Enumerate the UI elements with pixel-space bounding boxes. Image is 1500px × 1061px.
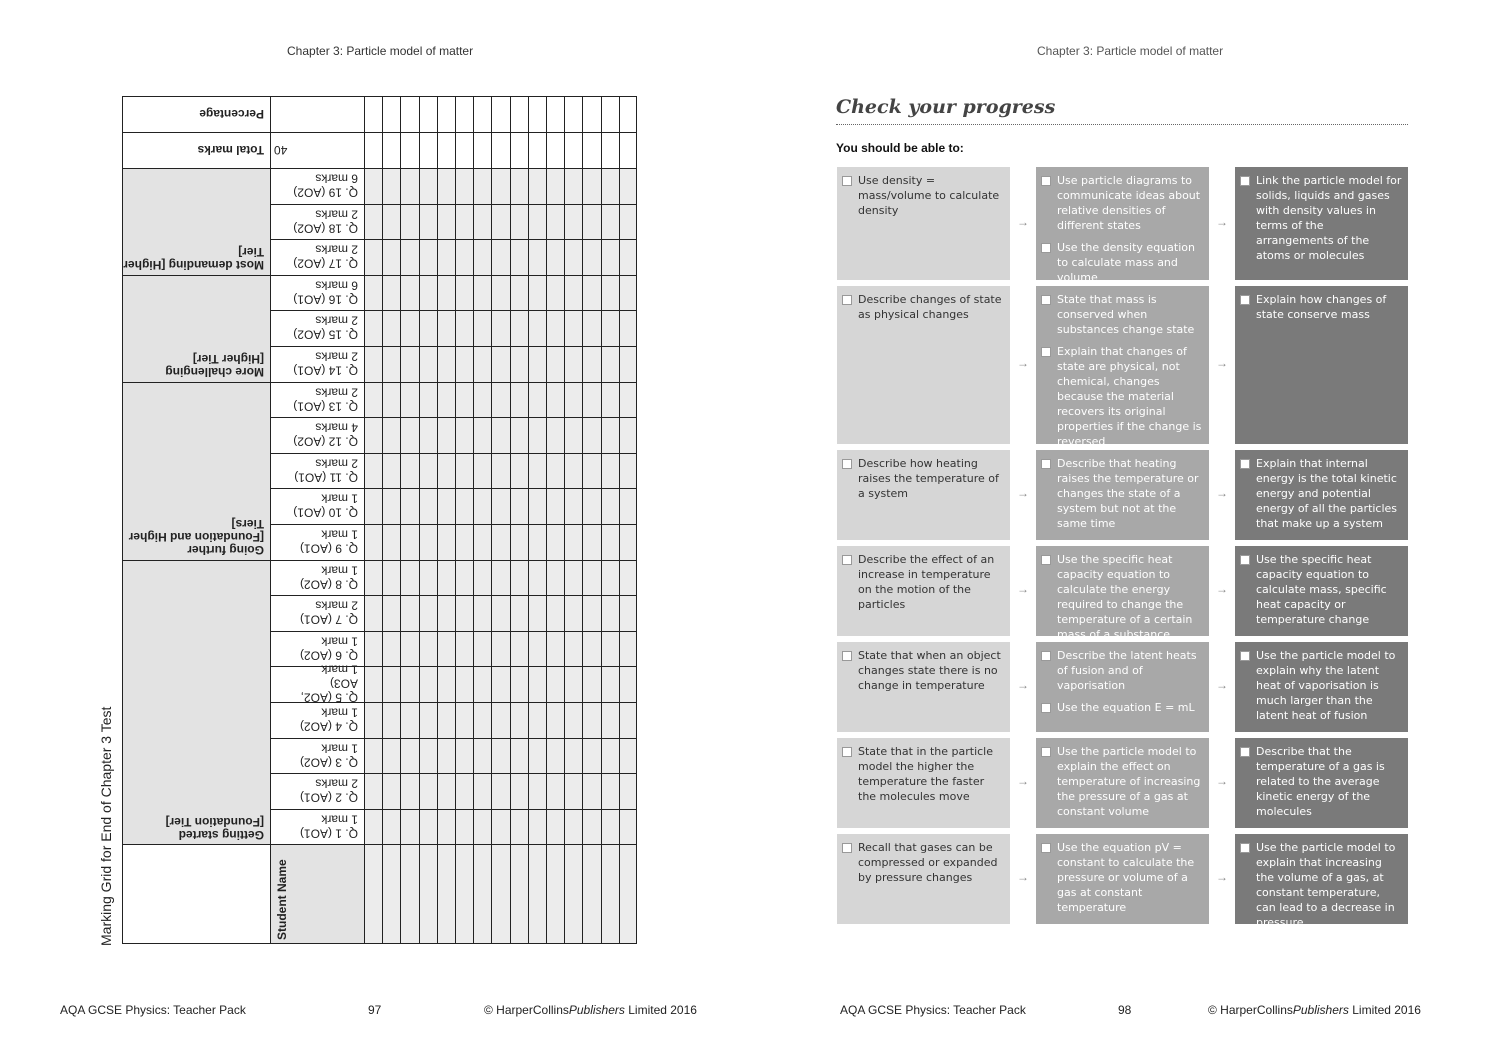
checkbox[interactable] [1240,555,1250,565]
question-marks: 6 marks [315,278,358,293]
question-label: Q. 6 (AO2) [299,648,358,663]
progress-box-c3 [1235,546,1408,636]
question-marks: 1 mark [321,663,358,678]
checkbox[interactable] [1240,843,1250,853]
progress-box-c3 [1235,450,1408,540]
question-header [270,453,364,489]
question-label: Q. 17 (AO2) [293,256,358,271]
question-label: Q. 4 (AO2) [299,719,358,734]
right-page-header: Chapter 3: Particle model of matter [1037,44,1224,58]
grid-line [455,96,456,944]
question-label: Q. 9 (AO1) [299,541,358,556]
progress-item [1240,292,1403,322]
progress-item-text: Link the particle model for solids, liquids and gases with density values in terms of the arrangements of the atoms or molecules [1256,174,1402,262]
progress-item [1240,456,1403,531]
question-header [270,663,364,706]
question-label: Q. 5 (AO2, AO3) [300,677,358,706]
checkbox[interactable] [1041,747,1051,757]
question-label: Q. 10 (AO1) [293,506,358,521]
question-label: Q. 11 (AO1) [294,470,358,485]
grid-line [437,96,438,944]
progress-box-c3 [1235,167,1408,280]
progress-box-c1 [837,834,1010,924]
section-label: Getting started [Foundation Tier] [165,814,264,842]
progress-item-text: Explain how changes of state conserve mass [1256,293,1387,321]
progress-item [1240,840,1403,930]
question-marks: 2 marks [315,242,358,257]
question-marks: 2 marks [315,598,358,613]
question-marks: 1 mark [321,705,358,720]
progress-item [1041,744,1204,819]
arrow-right-icon: → [1017,356,1029,370]
checkbox[interactable] [842,843,852,853]
progress-item [1240,173,1403,263]
title-divider [836,124,1408,125]
progress-item [842,456,1005,501]
section-label: Going further [Foundation and Higher Tiers] [128,516,264,557]
question-label: Q. 1 (AO1) [299,826,358,841]
question-header [270,204,364,240]
progress-item-text: Describe the latent heats of fusion and of vaporisation [1057,649,1197,692]
question-label: Q. 3 (AO2) [299,755,358,770]
question-header [270,809,364,845]
arrow-right-icon: → [1017,870,1029,884]
arrow-right-icon: → [1216,356,1228,370]
grid-line [546,96,547,944]
total-marks-label: Total marks [197,143,264,157]
progress-box-c1 [837,642,1010,732]
question-marks: 1 mark [321,634,358,649]
arrow-right-icon: → [1017,582,1029,596]
question-marks: 1 mark [321,492,358,507]
question-label: Q. 7 (AO1) [299,612,358,627]
progress-item-text: Use the particle model to explain the effect on temperature of increasing the pressure of a gas at constant volume [1057,745,1201,818]
marking-grid-title: Marking Grid for End of Chapter 3 Test [98,706,114,946]
left-page-header: Chapter 3: Particle model of matter [287,44,474,58]
grid-line [564,96,565,944]
grid-line [419,96,420,944]
progress-item [1041,700,1204,715]
question-header [270,560,364,596]
grid-line [528,96,529,944]
question-header [270,382,364,418]
question-header [270,275,364,311]
progress-box-c1 [837,167,1010,280]
progress-item [1041,173,1204,233]
grid-line [510,96,511,944]
question-header [270,168,364,204]
progress-item [842,173,1005,218]
progress-item [842,648,1005,693]
progress-item [1240,744,1403,819]
progress-box-c1 [837,286,1010,444]
checkbox[interactable] [1240,747,1250,757]
question-label: Q. 18 (AO2) [293,221,358,236]
question-marks: 2 marks [315,776,358,791]
progress-item [1041,552,1204,642]
progress-item [1041,292,1204,337]
progress-box-c2 [1036,167,1209,284]
question-header [270,346,364,382]
checkbox[interactable] [1041,703,1051,713]
progress-item-text: Recall that gases can be compressed or expanded by pressure changes [858,841,998,884]
checkbox[interactable] [842,651,852,661]
arrow-right-icon: → [1017,678,1029,692]
checkbox[interactable] [1240,295,1250,305]
checkbox[interactable] [1240,176,1250,186]
progress-item-text: Use the density equation to calculate mass and volume [1057,241,1195,284]
checkbox[interactable] [1240,459,1250,469]
question-header [270,595,364,631]
grid-line [582,96,583,944]
progress-box-c3 [1235,642,1408,732]
question-header [270,631,364,667]
grid-line [491,96,492,944]
grid-line [364,96,365,944]
question-marks: 2 marks [315,385,358,400]
question-marks: 2 marks [315,314,358,329]
progress-item-text: State that when an object changes state there is no change in temperature [858,649,1001,692]
arrow-right-icon: → [1216,774,1228,788]
question-marks: 1 mark [321,527,358,542]
question-header [270,239,364,275]
question-label: Q. 12 (AO2) [293,434,358,449]
progress-box-c3 [1235,738,1408,828]
right-footer-title: AQA GCSE Physics: Teacher Pack [840,1003,1026,1017]
section-label: More challenging [Higher Tier] [165,351,264,379]
arrow-right-icon: → [1216,870,1228,884]
progress-item-text: Explain that internal energy is the total kinetic energy and potential energy of all the particles that make up a system [1256,457,1398,530]
checkbox[interactable] [842,459,852,469]
checkbox[interactable] [842,747,852,757]
checkbox[interactable] [1041,843,1051,853]
right-copyright: © HarperCollinsPublishers Limited 2016 [1208,1003,1421,1017]
progress-item-text: Describe how heating raises the temperature of a system [858,457,999,500]
progress-item [842,840,1005,885]
progress-item [1240,648,1403,723]
arrow-right-icon: → [1017,214,1029,229]
progress-item [1041,456,1204,531]
progress-item [1041,840,1204,915]
question-label: Q. 15 (AO2) [293,328,358,343]
progress-item-text: Use particle diagrams to communicate ideas about relative densities of different states [1057,174,1201,232]
question-label: Q. 2 (AO1) [299,790,358,805]
progress-item-text: Use the specific heat capacity equation to calculate mass, specific heat capacity or temperature change [1256,553,1387,626]
progress-item-text: Use the equation pV = constant to calculate the pressure or volume of a gas at constant temperature [1057,841,1195,914]
question-marks: 2 marks [315,207,358,222]
checkbox[interactable] [1041,347,1051,357]
progress-item-text: Use the specific heat capacity equation to calculate the energy required to change the temperature of a certain mass of a substance [1057,553,1193,641]
section-label: Most demanding [Higher Tier] [123,244,264,272]
progress-item [1041,240,1204,285]
checkbox[interactable] [1041,243,1051,253]
grid-line [382,96,383,944]
progress-item-text: Describe the effect of an increase in temperature on the motion of the particles [858,553,995,611]
question-label: Q. 16 (AO1) [293,292,358,307]
checkbox[interactable] [1240,651,1250,661]
progress-box-c2 [1036,450,1209,540]
checkbox[interactable] [1041,651,1051,661]
progress-item-text: Use density = mass/volume to calculate density [858,174,1000,217]
arrow-right-icon: → [1216,678,1228,692]
question-marks: 4 marks [315,420,358,435]
page-subtitle: You should be able to: [836,141,964,155]
question-header [270,702,364,738]
checkbox[interactable] [1041,459,1051,469]
question-marks: 6 marks [315,171,358,186]
progress-box-c2 [1036,286,1209,448]
question-header [270,524,364,560]
progress-box-c1 [837,450,1010,540]
progress-item-text: State that in the particle model the higher the temperature the faster the molecules move [858,745,994,803]
checkbox[interactable] [842,176,852,186]
question-label: Q. 8 (AO2) [299,577,358,592]
progress-box-c2 [1036,738,1209,828]
checkbox[interactable] [1041,176,1051,186]
progress-box-c1 [837,546,1010,636]
progress-item [842,552,1005,612]
left-footer-title: AQA GCSE Physics: Teacher Pack [60,1003,246,1017]
grid-line [473,96,474,944]
arrow-right-icon: → [1216,214,1228,229]
progress-item [1041,344,1204,449]
progress-box-c2 [1036,642,1209,732]
question-label: Q. 14 (AO1) [293,363,358,378]
arrow-right-icon: → [1017,486,1029,500]
progress-item [1041,648,1204,693]
question-header [270,488,364,524]
checkbox[interactable] [1041,555,1051,565]
grid-line [619,96,620,944]
question-header [270,417,364,453]
question-header [270,310,364,346]
progress-item-text: Describe that the temperature of a gas is related to the average kinetic energy of the molecules [1256,745,1385,818]
progress-item-text: Explain that changes of state are physical, not chemical, changes because the material recovers its original properties if the change is reversed [1057,345,1202,448]
question-marks: 1 mark [321,741,358,756]
question-label: Q. 19 (AO2) [293,185,358,200]
progress-box-c3 [1235,834,1408,929]
progress-box-c3 [1235,286,1408,444]
question-marks: 2 marks [315,456,358,471]
progress-item [842,744,1005,804]
progress-item-text: Use the particle model to explain why the latent heat of vaporisation is much larger than the latent heat of fusion [1256,649,1396,722]
progress-box-c1 [837,738,1010,828]
progress-item-text: Use the equation E = mL [1057,701,1195,714]
checkbox[interactable] [842,555,852,565]
arrow-right-icon: → [1216,486,1228,500]
grid-line [400,96,401,944]
checkbox[interactable] [1041,295,1051,305]
question-marks: 1 mark [321,812,358,827]
progress-item [842,292,1005,322]
marking-grid [122,96,637,944]
progress-item-text: Use the particle model to explain that increasing the volume of a gas, at constant temperature, can lead to a decrease in pressure [1256,841,1396,929]
right-page-number: 98 [1118,1003,1132,1017]
percentage-label: Percentage [199,107,264,121]
question-label: Q. 13 (AO1) [293,399,358,414]
progress-box-c2 [1036,546,1209,641]
left-page-number: 97 [368,1003,382,1017]
progress-box-c2 [1036,834,1209,924]
question-marks: 1 mark [321,563,358,578]
question-header [270,773,364,809]
checkbox[interactable] [842,295,852,305]
grid-line [601,96,602,944]
question-marks: 2 marks [315,349,358,364]
total-marks-value: 40 [274,143,288,157]
progress-item-text: State that mass is conserved when substances change state [1057,293,1195,336]
student-name-label: Student Name [275,859,289,940]
arrow-right-icon: → [1017,774,1029,788]
progress-item-text: Describe that heating raises the temperature or changes the state of a system but not at the same time [1057,457,1199,530]
arrow-right-icon: → [1216,582,1228,596]
progress-item [1240,552,1403,627]
page-title: Check your progress [836,96,1056,118]
question-header [270,738,364,774]
progress-item-text: Describe changes of state as physical changes [858,293,1002,321]
left-copyright: © HarperCollinsPublishers Limited 2016 [484,1003,697,1017]
